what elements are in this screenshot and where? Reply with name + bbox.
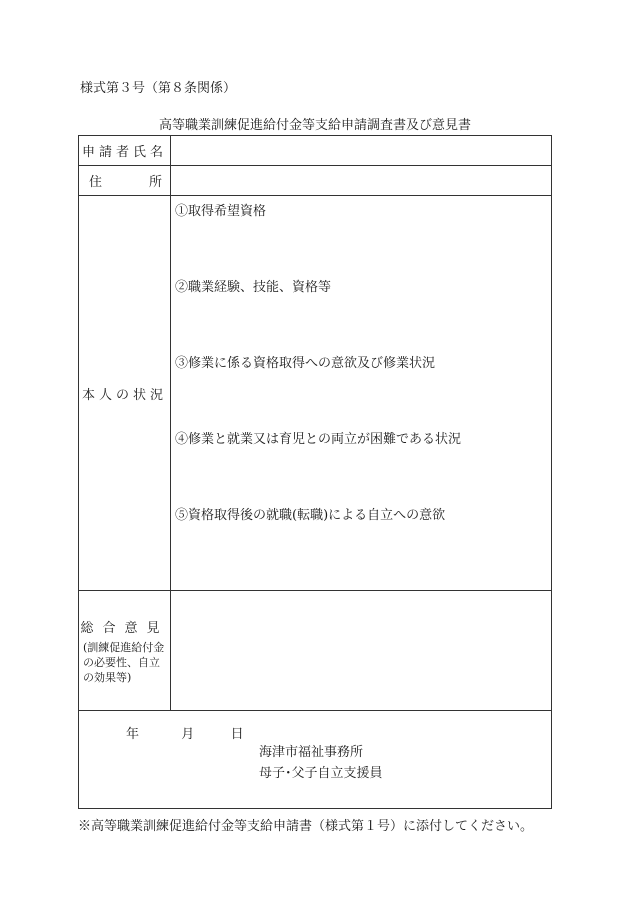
status-field[interactable] — [171, 196, 552, 591]
applicant-name-field[interactable] — [171, 136, 552, 166]
address-row — [79, 166, 552, 196]
signature-cell — [79, 711, 552, 809]
year-label: 年 — [126, 727, 140, 742]
application-form-table — [78, 135, 552, 809]
footnote: ※高等職業訓練促進給付金等支給申請書（様式第１号）に添付してください。 — [78, 819, 534, 834]
applicant-row — [79, 136, 552, 166]
status-item-work-experience: ②職業経験、技能、資格等 — [175, 280, 332, 295]
status-item-motivation: ③修業に係る資格取得への意欲及び修業状況 — [175, 356, 436, 371]
opinion-label-note: (訓練促進給付金の必要性、自立の効果等) — [83, 640, 165, 684]
address-label — [79, 166, 171, 196]
signature-row — [79, 711, 552, 809]
applicant-name-label: 申請者氏名 — [79, 136, 171, 166]
status-item-independence: ⑤資格取得後の就職(転職)による自立への意欲 — [175, 508, 446, 523]
opinion-row — [79, 591, 552, 711]
status-row — [79, 196, 552, 591]
document-title: 高等職業訓練促進給付金等支給申請調査書及び意見書 — [158, 118, 471, 133]
form-number: 様式第３号（第８条関係） — [80, 81, 237, 96]
address-label-part-2: 所 — [148, 175, 162, 190]
opinion-label-main: 総合意見 — [80, 620, 169, 636]
address-field[interactable] — [171, 166, 552, 196]
day-label: 日 — [230, 727, 244, 742]
status-item-difficulty: ④修業と就業又は育児との両立が困難である状況 — [175, 432, 462, 447]
opinion-field[interactable] — [171, 591, 552, 711]
opinion-label — [79, 591, 171, 711]
status-label: 本人の状況 — [79, 196, 171, 591]
date-line — [126, 723, 244, 742]
status-item-desired-qualification: ①取得希望資格 — [175, 204, 267, 219]
welfare-office-name: 海津市福祉事務所 — [259, 745, 364, 760]
support-officer-title: 母子･父子自立支援員 — [259, 766, 383, 781]
month-label: 月 — [181, 727, 195, 742]
address-label-part-1: 住 — [89, 175, 103, 190]
